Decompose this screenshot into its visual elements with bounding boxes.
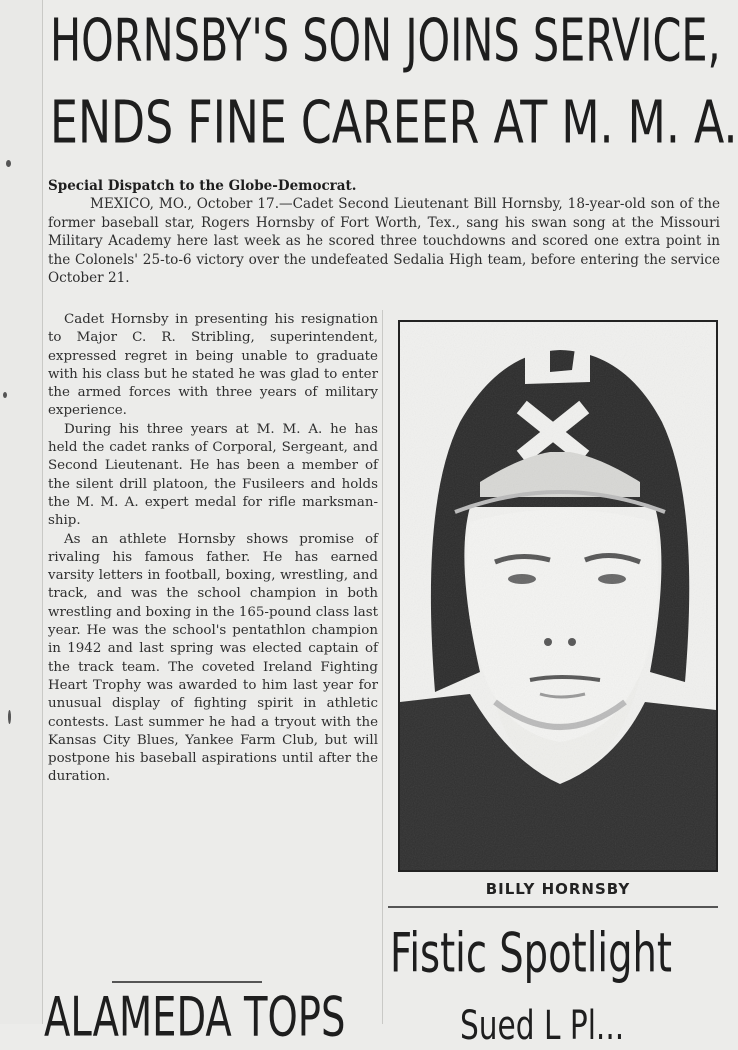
article-end-rule <box>112 981 262 983</box>
adjacent-headline-alameda: ALAMEDA TOPS <box>44 986 346 1049</box>
body-paragraph: During his three years at M. M. A. he has held the cadet ranks of Corporal, Sergeant, and Second Lieutenant. He has been a member of the silent drill platoon, the Fusileers and holds the M. M. A. expert medal for rifle marksmanship. <box>48 421 378 529</box>
print-speck <box>6 160 11 167</box>
adjacent-headline-fistic-spotlight: Fistic Spotlight <box>390 922 673 985</box>
photo-caption: BILLY HORNSBY <box>485 880 631 898</box>
football-player-portrait-icon <box>400 322 716 870</box>
column-rule <box>382 310 383 1024</box>
adjacent-subhead-partial: Sued L Pl... <box>460 1003 625 1049</box>
body-paragraph: Cadet Hornsby in presenting his resignation to Major C. R. Stribling, superintendent, expressed regret in being unable to graduate with his class but he stated he was glad to enter the armed forces with three years of military experience. <box>48 312 378 419</box>
headline-line-1: HORNSBY'S SON JOINS SERVICE, <box>50 6 721 76</box>
print-speck <box>3 392 7 398</box>
headline-line-2: ENDS FINE CAREER AT M. M. A. <box>50 88 738 158</box>
dispatch-credit: Special Dispatch to the Globe-Democrat. <box>48 178 357 194</box>
lede-text: MEXICO, MO., October 17.—Cadet Second Lieutenant Bill Hornsby, 18-year-old son of the former baseball star, Rogers Hornsby of Fort Worth, Tex., sang his swan song at the Missouri Military Academy here last week as he scored three touchdowns and scored one extra point in the Colonels' 25-to-6 victory over the undefeated Sedalia High team, before entering the service October 21. <box>48 196 720 286</box>
page-margin <box>0 0 42 1024</box>
column-rule-left <box>42 0 43 1024</box>
print-speck <box>8 710 11 724</box>
body-paragraph: As an athlete Hornsby shows promise of rivaling his famous father. He has earned varsity letters in football, boxing, wrestling, and track, and was the school champion in both wrestling and boxing in the 165-pound class last year. He was the school's pentathlon champion in 1942 and last spring was elected captain of the track team. The coveted Ireland Fighting Heart Trophy was awarded to him last year for unusual display of fighting spirit in athletic contests. Last summer he had a tryout with the Kansas City Blues, Yankee Farm Club, but will postpone his baseball aspirations until after the duration. <box>48 531 378 785</box>
article-column <box>48 311 378 787</box>
lede-paragraph <box>48 195 720 288</box>
section-divider <box>388 906 718 908</box>
portrait-photo <box>398 320 718 872</box>
